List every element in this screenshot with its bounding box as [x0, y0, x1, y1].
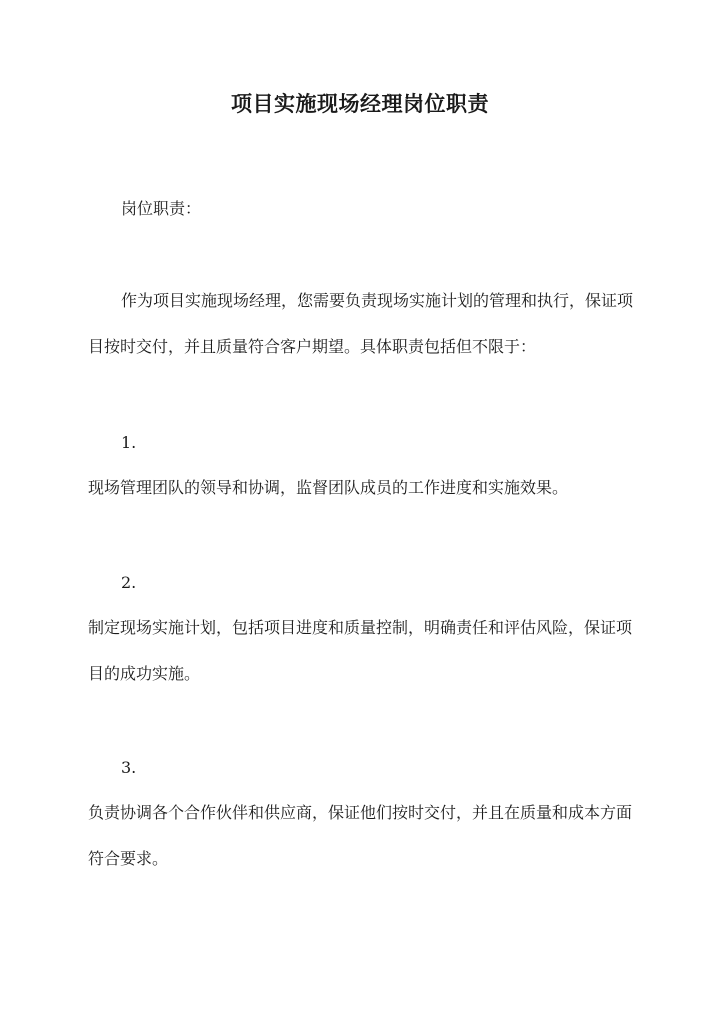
list-item-number: 3. — [121, 758, 137, 777]
list-item-number: 2. — [121, 573, 137, 592]
list-item-text: 负责协调各个合作伙伴和供应商，保证他们按时交付，并且在质量和成本方面符合要求。 — [88, 803, 633, 868]
section-label: 岗位职责： — [121, 199, 202, 218]
intro-paragraph: 作为项目实施现场经理，您需要负责现场实施计划的管理和执行，保证项目按时交付，并且质量符合客户期望。具体职责包括但不限于： — [88, 291, 634, 356]
list-item-text: 制定现场实施计划，包括项目进度和质量控制，明确责任和评估风险，保证项目的成功实施。 — [88, 618, 633, 683]
list-item-text: 现场管理团队的领导和协调，监督团队成员的工作进度和实施效果。 — [88, 478, 569, 497]
document-title: 项目实施现场经理岗位职责 — [231, 91, 489, 116]
list-item-number: 1. — [121, 433, 137, 452]
